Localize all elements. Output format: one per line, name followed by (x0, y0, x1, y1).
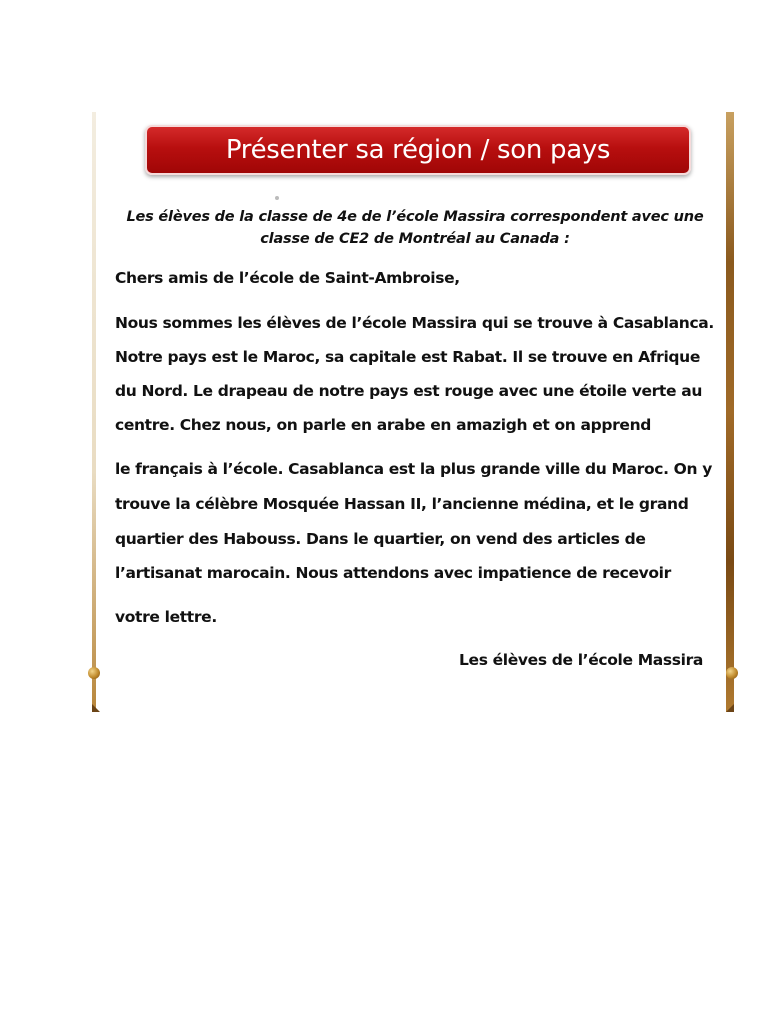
letter-greeting: Chers amis de l’école de Saint-Ambroise, (115, 269, 460, 287)
letter-line: centre. Chez nous, on parle en arabe en amazigh et on apprend (115, 416, 652, 434)
letter-line: trouve la célèbre Mosquée Hassan II, l’ancienne médina, et le grand (115, 495, 689, 513)
intro-line: Les élèves de la classe de 4e de l’école Massira correspondent avec une (126, 209, 704, 225)
letter-line: le français à l’école. Casablanca est la plus grande ville du Maroc. On y (115, 460, 712, 478)
title-banner (145, 125, 691, 175)
letter-line: Notre pays est le Maroc, sa capitale est Rabat. Il se trouve en Afrique (115, 348, 701, 366)
intro-text (122, 206, 708, 250)
frame-border-right (726, 112, 734, 712)
letter-line: votre lettre. (115, 608, 217, 626)
frame-corner-left (92, 704, 100, 712)
page-title: Présenter sa région / son pays (225, 135, 611, 165)
letter-line: quartier des Habouss. Dans le quartier, on vend des articles de (115, 530, 646, 548)
document-frame (92, 112, 734, 712)
frame-border-left (92, 112, 96, 712)
letter-line: Nous sommes les élèves de l’école Massira qui se trouve à Casablanca. (115, 314, 714, 332)
letter-line: du Nord. Le drapeau de notre pays est rouge avec une étoile verte au (115, 382, 702, 400)
intro-line: classe de CE2 de Montréal au Canada : (260, 231, 570, 247)
decorative-dot (275, 196, 279, 200)
letter-line: l’artisanat marocain. Nous attendons avec impatience de recevoir (115, 564, 671, 582)
letter-signature: Les élèves de l’école Massira (459, 651, 703, 669)
frame-ornament-right (726, 667, 738, 679)
frame-ornament-left (88, 667, 100, 679)
